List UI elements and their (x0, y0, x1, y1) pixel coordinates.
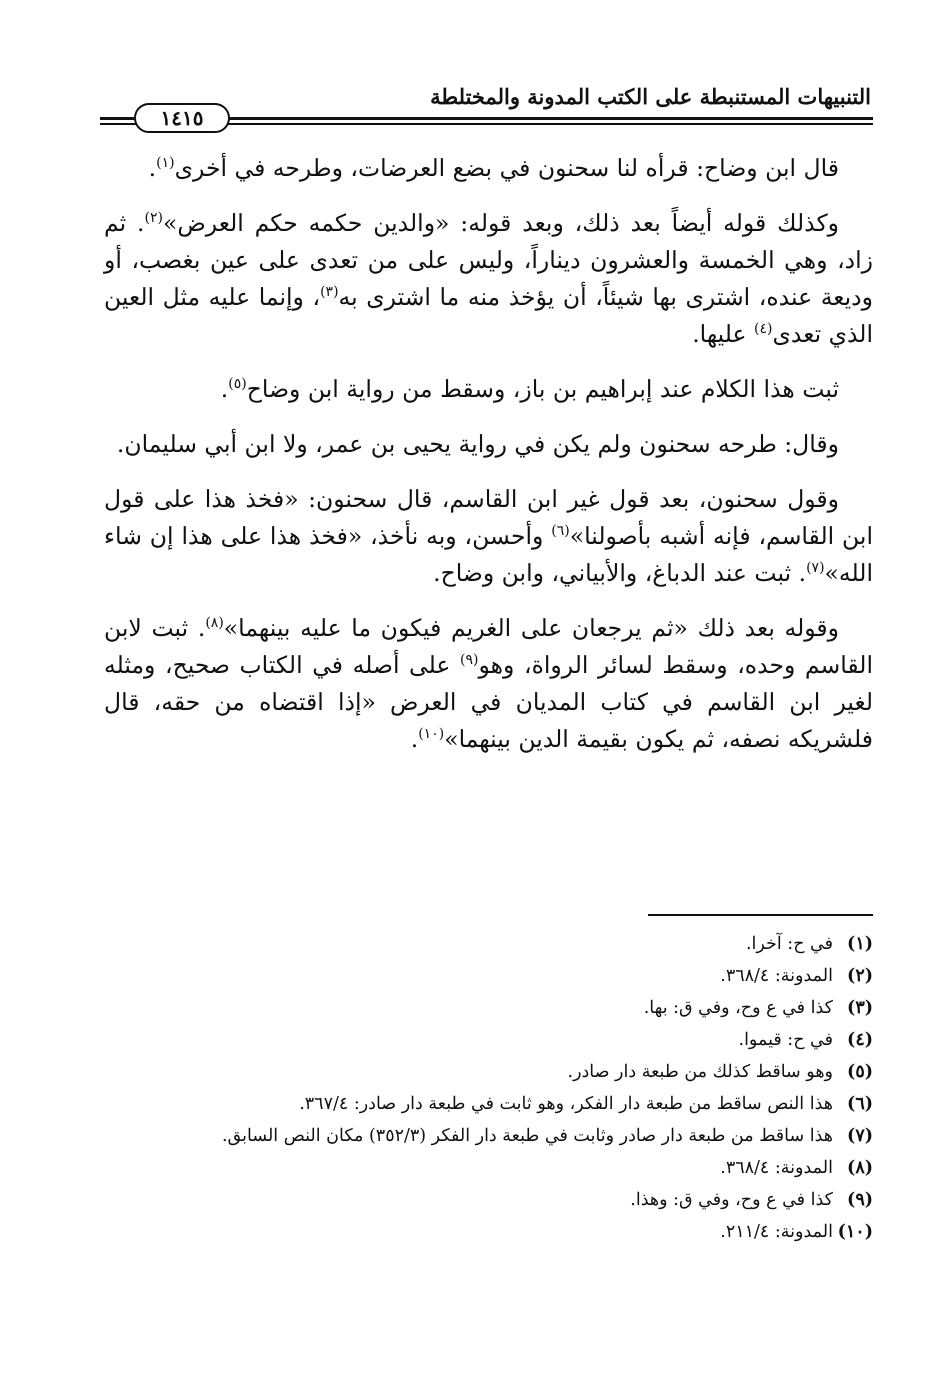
paragraph-text: . ثم زاد، وهي الخمسة والعشرون ديناراً، وليس على من تعدى على عين بغصب، أو وديعة عنده، اشترى بها شيئاً، أن يؤخذ منه ما اشترى به (104, 209, 873, 311)
footnote-reference: (٩) (460, 652, 479, 669)
footnote-number: (١) (847, 934, 873, 954)
footnote-text: وهو ساقط كذلك من طبعة دار صادر. (567, 1062, 833, 1082)
footnote-item (104, 1216, 873, 1248)
paragraph-text: وقوله بعد ذلك «ثم يرجعان على الغريم فيكون ما عليه بينهما» (223, 614, 839, 642)
footnote-text: في ح: قيموا. (738, 1030, 833, 1050)
body-paragraph (104, 150, 873, 187)
paragraph-text: ، وإنما عليه مثل العين الذي تعدى (104, 283, 873, 348)
body-paragraph (104, 371, 873, 408)
page-number-badge: ١٤١٥ (134, 103, 230, 133)
footnote-item (104, 928, 873, 960)
body-paragraph (104, 205, 873, 353)
footnote-number: (٦) (847, 1094, 873, 1114)
paragraph-text: . (148, 154, 157, 182)
footnote-number: (٩) (847, 1190, 873, 1210)
footnote-number: (٨) (847, 1158, 873, 1178)
paragraph-text: وقول سحنون، بعد قول غير ابن القاسم، قال سحنون: «فخذ هذا على قول ابن القاسم، فإنه أشبه بأصولنا» (104, 485, 873, 550)
paragraph-text: قال ابن وضاح: قرأه لنا سحنون في بضع العرضات، وطرحه في أخرى (174, 154, 839, 182)
footnote-reference: (٢) (144, 210, 163, 227)
footnote-reference: (٧) (806, 560, 825, 577)
footnote-text: هذا ساقط من طبعة دار صادر وثابت في طبعة دار الفكر (٣٥٢/٣) مكان النص السابق. (221, 1126, 833, 1146)
footnote-text: كذا في ع وح، وفي ق: بها. (643, 998, 833, 1018)
footnote-text: هذا النص ساقط من طبعة دار الفكر، وهو ثابت في طبعة دار صادر: ٣٦٧/٤. (299, 1094, 833, 1114)
paragraph-text: . (220, 375, 229, 403)
paragraph-text: . ثبت عند الدباغ، والأبياني، وابن وضاح. (433, 559, 807, 587)
footnote-item (104, 1120, 873, 1152)
body-paragraph (104, 610, 873, 758)
footnote-reference: (١) (156, 155, 175, 172)
footnote-reference: (٣) (320, 284, 339, 301)
footnote-text: المدونة: ٣٦٨/٤. (720, 1158, 833, 1178)
footnote-number: (١٠) (837, 1222, 873, 1242)
footnote-separator (648, 914, 873, 916)
footnote-number: (٤) (847, 1030, 873, 1050)
paragraph-text: وقال: طرحه سحنون ولم يكن في رواية يحيى بن عمر، ولا ابن أبي سليمان. (116, 430, 839, 458)
paragraph-text: . ثبت لابن القاسم وحده، وسقط لسائر الرواة، وهو (104, 614, 873, 679)
running-header-title: التنبيهات المستنبطة على الكتب المدونة والمختلطة (430, 84, 871, 109)
footnote-text: في ح: آخرا. (745, 934, 833, 954)
footnote-reference: (٥) (228, 376, 247, 393)
footnote-number: (٢) (847, 966, 873, 986)
footnote-item (104, 1056, 873, 1088)
body-text (104, 150, 873, 776)
paragraph-text: . (410, 725, 419, 753)
body-paragraph (104, 481, 873, 592)
footnote-number: (٥) (847, 1062, 873, 1082)
footnote-item (104, 960, 873, 992)
footnotes (104, 928, 873, 1248)
footnote-number: (٧) (847, 1126, 873, 1146)
footnote-reference: (٤) (754, 321, 773, 338)
body-paragraph (104, 426, 873, 463)
paragraph-text: ثبت هذا الكلام عند إبراهيم بن باز، وسقط من رواية ابن وضاح (246, 375, 839, 403)
footnote-item (104, 992, 873, 1024)
footnote-text: المدونة: ٣٦٨/٤. (720, 966, 833, 986)
paragraph-text: على أصله في الكتاب صحيح، ومثله لغير ابن القاسم في كتاب المديان في العرض «إذا اقتضاه من حقه، قال فلشريكه نصفه، ثم يكون بقيمة الدين بينهما» (104, 651, 873, 753)
footnote-item (104, 1024, 873, 1056)
footnote-reference: (١٠) (418, 726, 445, 743)
footnote-text: المدونة: ٢١١/٤. (720, 1222, 833, 1242)
paragraph-text: عليها. (692, 320, 755, 348)
paragraph-text: وأحسن، وبه نأخذ، «فخذ هذا على هذا إن شاء الله» (104, 522, 873, 587)
footnote-item (104, 1184, 873, 1216)
footnote-reference: (٦) (551, 523, 570, 540)
footnote-item (104, 1088, 873, 1120)
footnote-number: (٣) (847, 998, 873, 1018)
footnote-item (104, 1152, 873, 1184)
footnote-reference: (٨) (205, 615, 224, 632)
paragraph-text: وكذلك قوله أيضاً بعد ذلك، وبعد قوله: «والدين حكمه حكم العرض» (163, 209, 839, 237)
footnote-text: كذا في ع وح، وفي ق: وهذا. (630, 1190, 833, 1210)
